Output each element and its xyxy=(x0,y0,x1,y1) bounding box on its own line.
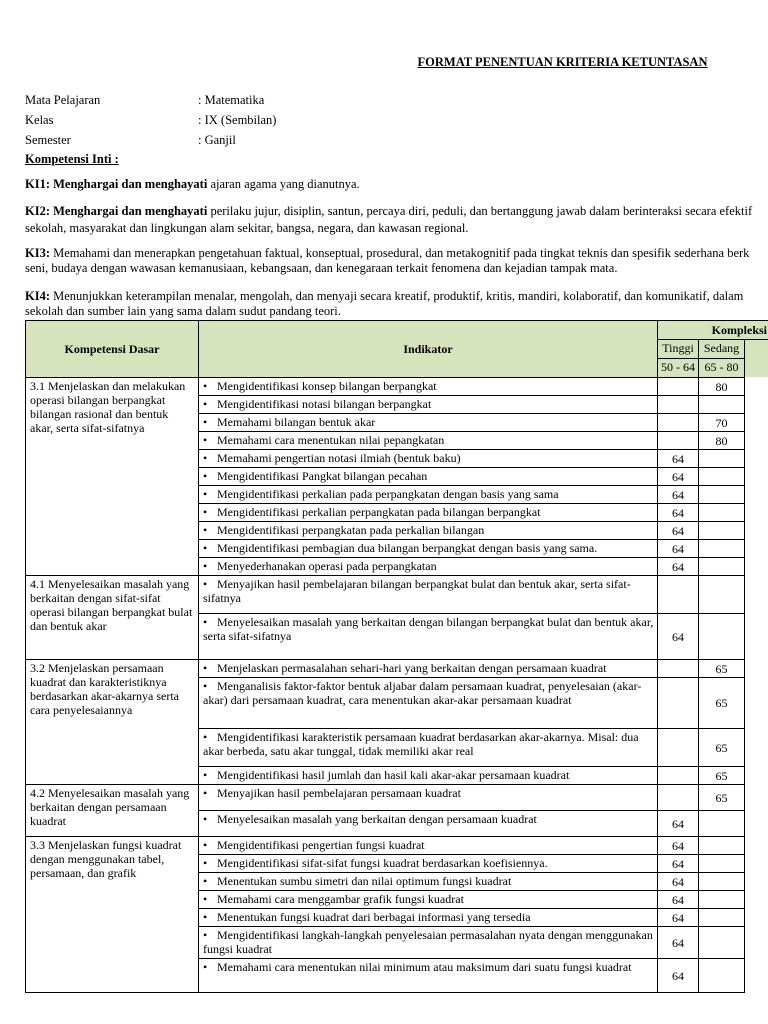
indikator-text: Menganalisis faktor-faktor bentuk aljabar dalam persamaan kuadrat, penyelesaian (akar-akar) dari persamaan kuadrat, cara menentukan akar-akar persamaan kuadrat xyxy=(203,679,642,707)
ki-text: Menunjukkan keterampilan menalar, mengolah, dan menyaji secara kreatif, produktif, kritis, mandiri, kolaboratif, dan komunikatif, dalam xyxy=(50,289,744,303)
indikator-text: Mengidentifikasi sifat-sifat fungsi kuadrat berdasarkan koefisiennya. xyxy=(217,856,548,870)
ki-code: KI3: xyxy=(25,246,50,260)
tinggi-value xyxy=(658,660,699,678)
indikator-cell xyxy=(199,811,658,837)
indikator-cell xyxy=(199,873,658,891)
kompetensi-dasar-cell: 4.1 Menyelesaikan masalah yang berkaitan dengan sifat-sifat operasi bilangan berpangkat bulat dan bentuk akar xyxy=(26,576,199,660)
kompetensi-dasar-cell: 3.2 Menjelaskan persamaan kuadrat dan karakteristiknya berdasarkan akar-akarnya serta cara penyelesaiannya xyxy=(26,660,199,785)
tinggi-value xyxy=(658,576,699,614)
sedang-value xyxy=(699,522,745,540)
sedang-value xyxy=(699,873,745,891)
header-tinggi: Tinggi xyxy=(658,340,699,359)
bullet-icon: • xyxy=(203,397,208,411)
tinggi-value: 64 xyxy=(658,450,699,468)
indikator-text: Menyajikan hasil pembelajaran persamaan kuadrat xyxy=(217,786,461,800)
indikator-text: Mengidentifikasi perkalian perpangkatan pada bilangan berpangkat xyxy=(217,505,541,519)
kkm-table-body xyxy=(26,378,768,993)
meta-row-kelas xyxy=(25,113,276,133)
sedang-value xyxy=(699,811,745,837)
meta-row-semester xyxy=(25,133,276,153)
meta-value: : IX (Sembilan) xyxy=(198,113,277,127)
sedang-value: 80 xyxy=(699,378,745,396)
bullet-icon: • xyxy=(203,433,208,447)
indikator-cell xyxy=(199,959,658,993)
indikator-text: Menyajikan hasil pembelajaran bilangan berpangkat bulat dan bentuk akar, serta sifat-sifatnya xyxy=(203,577,631,605)
kkm-table xyxy=(25,320,768,993)
tinggi-value: 64 xyxy=(658,927,699,959)
tinggi-value: 64 xyxy=(658,540,699,558)
sedang-value xyxy=(699,855,745,873)
sedang-value xyxy=(699,450,745,468)
bullet-icon: • xyxy=(203,874,208,888)
indikator-text: Mengidentifikasi langkah-langkah penyelesaian permasalahan nyata dengan menggunakan fungsi kuadrat xyxy=(203,928,653,956)
tinggi-value: 64 xyxy=(658,504,699,522)
indikator-text: Memahami cara menentukan nilai pepangkatan xyxy=(217,433,445,447)
tinggi-value: 64 xyxy=(658,909,699,927)
table-row xyxy=(26,660,768,678)
ki-text-line2: sekolah, masyarakat dan lingkungan alam sekitar, bangsa, negara, dan kawasan regional. xyxy=(25,221,469,235)
sedang-value: 65 xyxy=(699,660,745,678)
range-tinggi: 50 - 64 xyxy=(658,359,699,378)
indikator-text: Menyelesaikan masalah yang berkaitan dengan persamaan kuadrat xyxy=(217,812,537,826)
meta-label: Kelas xyxy=(25,113,54,127)
sedang-value xyxy=(699,614,745,660)
ki2-paragraph xyxy=(25,204,768,236)
indikator-cell xyxy=(199,468,658,486)
bullet-icon: • xyxy=(203,559,208,573)
bullet-icon: • xyxy=(203,577,208,591)
indikator-text: Mengidentifikasi konsep bilangan berpangkat xyxy=(217,379,437,393)
bullet-icon: • xyxy=(203,838,208,852)
ki-text-line2: seni, budaya dengan wawasan kemanusiaan, kebangsaan, dan kenegaraan terkait fenomena dan kejadian tampak mata. xyxy=(25,261,618,275)
bullet-icon: • xyxy=(203,928,208,942)
bullet-icon: • xyxy=(203,415,208,429)
tinggi-value xyxy=(658,729,699,767)
tinggi-value: 64 xyxy=(658,959,699,993)
indikator-text: Menyelesaikan masalah yang berkaitan dengan bilangan berpangkat bulat dan bentuk akar, serta sifat-sifatnya xyxy=(203,615,654,643)
bullet-icon: • xyxy=(203,960,208,974)
meta-value: : Matematika xyxy=(198,93,265,107)
indikator-text: Mengidentifikasi perkalian pada perpangkatan dengan basis yang sama xyxy=(217,487,559,501)
tinggi-value xyxy=(658,396,699,414)
indikator-text: Memahami pengertian notasi ilmiah (bentuk baku) xyxy=(217,451,461,465)
sedang-value xyxy=(699,558,745,576)
sedang-value xyxy=(699,959,745,993)
sedang-value: 65 xyxy=(699,767,745,785)
indikator-cell xyxy=(199,729,658,767)
sedang-value xyxy=(699,891,745,909)
kompetensi-dasar-cell: 3.1 Menjelaskan dan melakukan operasi bilangan berpangkat bilangan rasional dan bentuk akar, serta sifat-sifatnya xyxy=(26,378,199,576)
indikator-text: Mengidentifikasi pengertian fungsi kuadrat xyxy=(217,838,425,852)
tinggi-value: 64 xyxy=(658,891,699,909)
tinggi-value: 64 xyxy=(658,873,699,891)
bullet-icon: • xyxy=(203,487,208,501)
indikator-cell xyxy=(199,378,658,396)
table-row xyxy=(26,837,768,855)
table-row xyxy=(26,785,768,811)
tinggi-value: 64 xyxy=(658,811,699,837)
indikator-text: Mengidentifikasi pembagian dua bilangan berpangkat dengan basis yang sama. xyxy=(217,541,598,555)
ki-text: Memahami dan menerapkan pengetahuan faktual, konseptual, prosedural, dan metakognitif pada tingkat teknis dan spesifik sederhana berk xyxy=(50,246,750,260)
tinggi-value xyxy=(658,378,699,396)
indikator-cell xyxy=(199,558,658,576)
bullet-icon: • xyxy=(203,812,208,826)
document-title: FORMAT PENENTUAN KRITERIA KETUNTASAN xyxy=(417,55,708,69)
bullet-icon: • xyxy=(203,786,208,800)
kompetensi-dasar-cell: 3.3 Menjelaskan fungsi kuadrat dengan menggunakan tabel, persamaan, dan grafik xyxy=(26,837,199,993)
bullet-icon: • xyxy=(203,541,208,555)
bullet-icon: • xyxy=(203,910,208,924)
indikator-text: Menyederhanakan operasi pada perpangkatan xyxy=(217,559,437,573)
indikator-text: Mengidentifikasi Pangkat bilangan pecahan xyxy=(217,469,428,483)
indikator-text: Memahami cara menentukan nilai minimum atau maksimum dari suatu fungsi kuadrat xyxy=(217,960,632,974)
ki4-paragraph xyxy=(25,289,768,319)
indikator-cell xyxy=(199,614,658,660)
meta-row-mapel xyxy=(25,93,276,113)
ki-emphasis: Menghargai dan menghayati xyxy=(53,177,208,191)
ki-code: KI4: xyxy=(25,289,50,303)
bullet-icon: • xyxy=(203,730,208,744)
indikator-text: Mengidentifikasi karakteristik persamaan kuadrat berdasarkan akar-akarnya. Misal: dua akar berbeda, satu akar tunggal, tidak memiliki akar real xyxy=(203,730,639,758)
table-row xyxy=(26,576,768,614)
tinggi-value xyxy=(658,432,699,450)
ki1-paragraph xyxy=(25,177,768,192)
sedang-value xyxy=(699,486,745,504)
indikator-cell xyxy=(199,432,658,450)
indikator-text: Mengidentifikasi perpangkatan pada perkalian bilangan xyxy=(217,523,485,537)
ki3-paragraph xyxy=(25,246,768,276)
tinggi-value: 64 xyxy=(658,837,699,855)
tinggi-value xyxy=(658,767,699,785)
bullet-icon: • xyxy=(203,379,208,393)
indikator-cell xyxy=(199,909,658,927)
indikator-cell xyxy=(199,767,658,785)
ki-text-line2: sekolah dan sumber lain yang sama dalam sudut pandang teori. xyxy=(25,304,341,318)
meta-value: : Ganjil xyxy=(198,133,236,147)
indikator-cell xyxy=(199,504,658,522)
indikator-text: Memahami bilangan bentuk akar xyxy=(217,415,376,429)
bullet-icon: • xyxy=(203,615,208,629)
indikator-cell xyxy=(199,678,658,729)
tinggi-value xyxy=(658,785,699,811)
ki-code: KI1: xyxy=(25,177,50,191)
indikator-cell xyxy=(199,414,658,432)
indikator-cell xyxy=(199,855,658,873)
tinggi-value xyxy=(658,678,699,729)
indikator-text: Menjelaskan permasalahan sehari-hari yang berkaitan dengan persamaan kuadrat xyxy=(217,661,607,675)
indikator-cell xyxy=(199,522,658,540)
tinggi-value: 64 xyxy=(658,468,699,486)
indikator-cell xyxy=(199,660,658,678)
indikator-cell xyxy=(199,576,658,614)
header-indikator: Indikator xyxy=(199,321,658,378)
header-kompleksitas: Kompleksi xyxy=(658,321,768,340)
sedang-value xyxy=(699,927,745,959)
tinggi-value: 64 xyxy=(658,855,699,873)
sedang-value: 80 xyxy=(699,432,745,450)
indikator-cell xyxy=(199,540,658,558)
sedang-value xyxy=(699,504,745,522)
meta-label: Semester xyxy=(25,133,71,147)
meta-label: Mata Pelajaran xyxy=(25,93,101,107)
range-sedang: 65 - 80 xyxy=(699,359,745,378)
indikator-cell xyxy=(199,891,658,909)
ki-text: ajaran agama yang dianutnya. xyxy=(207,177,360,191)
indikator-text: Menentukan fungsi kuadrat dari berbagai informasi yang tersedia xyxy=(217,910,531,924)
indikator-text: Memahami cara menggambar grafik fungsi kuadrat xyxy=(217,892,464,906)
bullet-icon: • xyxy=(203,856,208,870)
ki-code: KI2: xyxy=(25,204,50,218)
bullet-icon: • xyxy=(203,451,208,465)
bullet-icon: • xyxy=(203,768,208,782)
sedang-value xyxy=(699,468,745,486)
sedang-value xyxy=(699,576,745,614)
indikator-cell xyxy=(199,486,658,504)
indikator-cell xyxy=(199,396,658,414)
indikator-cell xyxy=(199,450,658,468)
header-kompetensi-dasar: Kompetensi Dasar xyxy=(26,321,199,378)
sedang-value xyxy=(699,396,745,414)
ki-text: perilaku jujur, disiplin, santun, percaya diri, peduli, dan bertanggung jawab dalam berinteraksi secara efektif xyxy=(207,204,753,218)
meta-block xyxy=(25,93,276,153)
indikator-cell xyxy=(199,927,658,959)
sedang-value: 70 xyxy=(699,414,745,432)
tinggi-value: 64 xyxy=(658,486,699,504)
sedang-value: 65 xyxy=(699,729,745,767)
tinggi-value: 64 xyxy=(658,522,699,540)
bullet-icon: • xyxy=(203,892,208,906)
indikator-text: Mengidentifikasi hasil jumlah dan hasil kali akar-akar persamaan kuadrat xyxy=(217,768,570,782)
bullet-icon: • xyxy=(203,505,208,519)
bullet-icon: • xyxy=(203,661,208,675)
bullet-icon: • xyxy=(203,523,208,537)
sedang-value: 65 xyxy=(699,785,745,811)
sedang-value xyxy=(699,837,745,855)
ki-emphasis: Menghargai dan menghayati xyxy=(53,204,208,218)
indikator-cell xyxy=(199,837,658,855)
bullet-icon: • xyxy=(203,469,208,483)
sedang-value: 65 xyxy=(699,678,745,729)
ki-heading: Kompetensi Inti : xyxy=(25,152,119,166)
sedang-value xyxy=(699,909,745,927)
tinggi-value: 64 xyxy=(658,558,699,576)
indikator-cell xyxy=(199,785,658,811)
tinggi-value xyxy=(658,414,699,432)
bullet-icon: • xyxy=(203,679,208,693)
table-row xyxy=(26,378,768,396)
header-sedang: Sedang xyxy=(699,340,745,359)
kompetensi-dasar-cell: 4.2 Menyelesaikan masalah yang berkaitan dengan persamaan kuadrat xyxy=(26,785,199,837)
tinggi-value: 64 xyxy=(658,614,699,660)
sedang-value xyxy=(699,540,745,558)
indikator-text: Mengidentifikasi notasi bilangan berpangkat xyxy=(217,397,432,411)
indikator-text: Menentukan sumbu simetri dan nilai optimum fungsi kuadrat xyxy=(217,874,512,888)
